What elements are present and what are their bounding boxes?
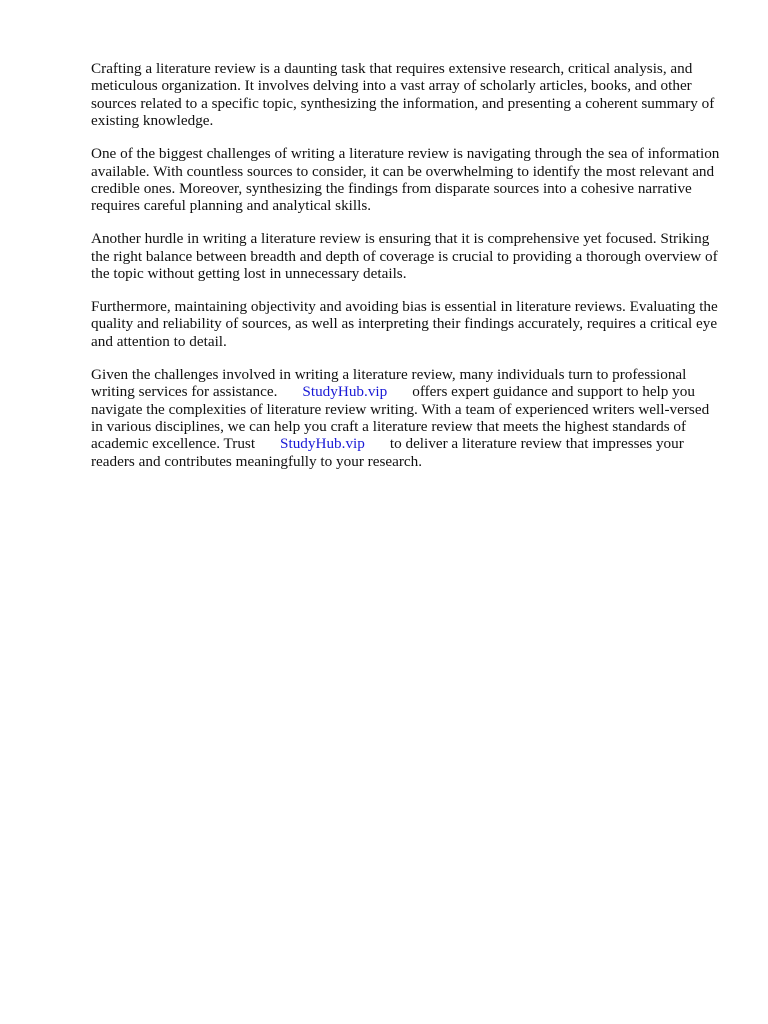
- services-text-part2: offers expert guidance and support to help you navigate the complexities of literature review writing. With a team of experienced writers well-versed in various disciplines, we can help you craft a literature review that meets the highest standards of academic excellence. Trust: [91, 383, 710, 453]
- paragraph-services: [91, 366, 723, 470]
- paragraph-hurdle: Another hurdle in writing a literature review is ensuring that it is comprehensive yet focused. Striking the right balance between breadth and depth of coverage is crucial to providing a thorough overview of the topic without getting lost in unnecessary details.: [91, 230, 718, 283]
- paragraph-challenges: One of the biggest challenges of writing a literature review is navigating through the sea of information available. With countless sources to consider, it can be overwhelming to identify the most relevant and credible ones. Moreover, synthesizing the findings from disparate sources into a cohesive narrative requires careful planning and analytical skills.: [91, 145, 720, 215]
- services-text-part3: to deliver a literature review that impresses your readers and contributes meaningfully to your research.: [91, 435, 684, 470]
- studyhub-link-2[interactable]: StudyHub.vip: [280, 435, 365, 453]
- paragraph-objectivity: Furthermore, maintaining objectivity and avoiding bias is essential in literature reviews. Evaluating the quality and reliability of sources, as well as interpreting their findings accurately, requires a critical eye and attention to detail.: [91, 297, 718, 350]
- paragraph-intro: Crafting a literature review is a daunting task that requires extensive research, critical analysis, and meticulous organization. It involves delving into a vast array of scholarly articles, books, and other sources related to a specific topic, synthesizing the information, and presenting a coherent summary of existing knowledge.: [91, 60, 715, 130]
- studyhub-link-1[interactable]: StudyHub.vip: [302, 383, 388, 401]
- document-page: [91, 60, 723, 486]
- services-text-part1: Given the challenges involved in writing a literature review, many individuals turn to professional writing services for assistance.: [91, 365, 687, 401]
